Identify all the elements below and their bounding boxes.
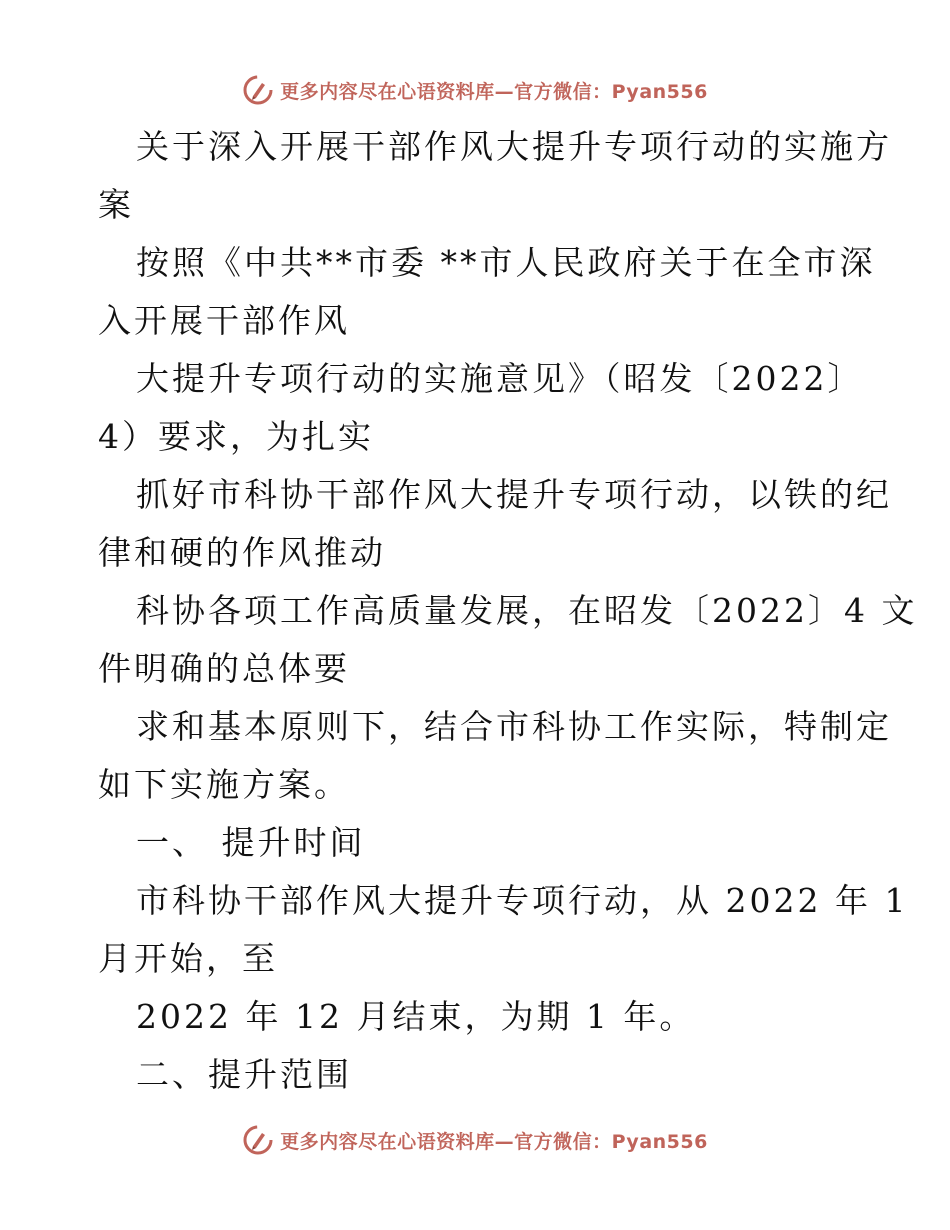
watermark-footer-inner <box>242 1124 708 1156</box>
document-line: 一、 提升时间 <box>136 823 366 862</box>
document-line: 如下实施方案。 <box>98 765 350 804</box>
watermark-text: 更多内容尽在心语资料库—官方微信：Pyan556 <box>280 1130 708 1153</box>
document-body <box>98 118 918 1104</box>
document-line: 二、提升范围 <box>136 1055 352 1094</box>
document-line: 4）要求，为扎实 <box>98 417 374 456</box>
document-line: 关于深入开展干部作风大提升专项行动的实施方 <box>136 127 892 166</box>
document-line: 大提升专项行动的实施意见》（昭发〔2022〕 <box>136 359 864 398</box>
document-line: 律和硬的作风推动 <box>98 533 386 572</box>
document-line: 求和基本原则下，结合市科协工作实际，特制定 <box>136 707 892 746</box>
watermark-text: 更多内容尽在心语资料库—官方微信：Pyan556 <box>280 80 708 103</box>
pen-circle-logo-icon <box>242 1124 274 1156</box>
pen-circle-logo-icon <box>242 74 274 106</box>
document-line: 案 <box>98 185 134 224</box>
document-line: 抓好市科协干部作风大提升专项行动，以铁的纪 <box>136 475 892 514</box>
watermark-header-inner <box>242 74 708 106</box>
document-line: 按照《中共**市委 **市人民政府关于在全市深 <box>136 243 876 282</box>
document-line: 市科协干部作风大提升专项行动，从 2022 年 1 <box>136 881 909 920</box>
document-line: 科协各项工作高质量发展，在昭发〔2022〕4 文 <box>136 591 918 630</box>
document-line: 月开始，至 <box>98 939 278 978</box>
document-line: 2022 年 12 月结束，为期 1 年。 <box>136 997 696 1036</box>
watermark-header <box>0 70 950 110</box>
document-line: 件明确的总体要 <box>98 649 350 688</box>
document-line: 入开展干部作风 <box>98 301 350 340</box>
watermark-footer <box>0 1120 950 1160</box>
